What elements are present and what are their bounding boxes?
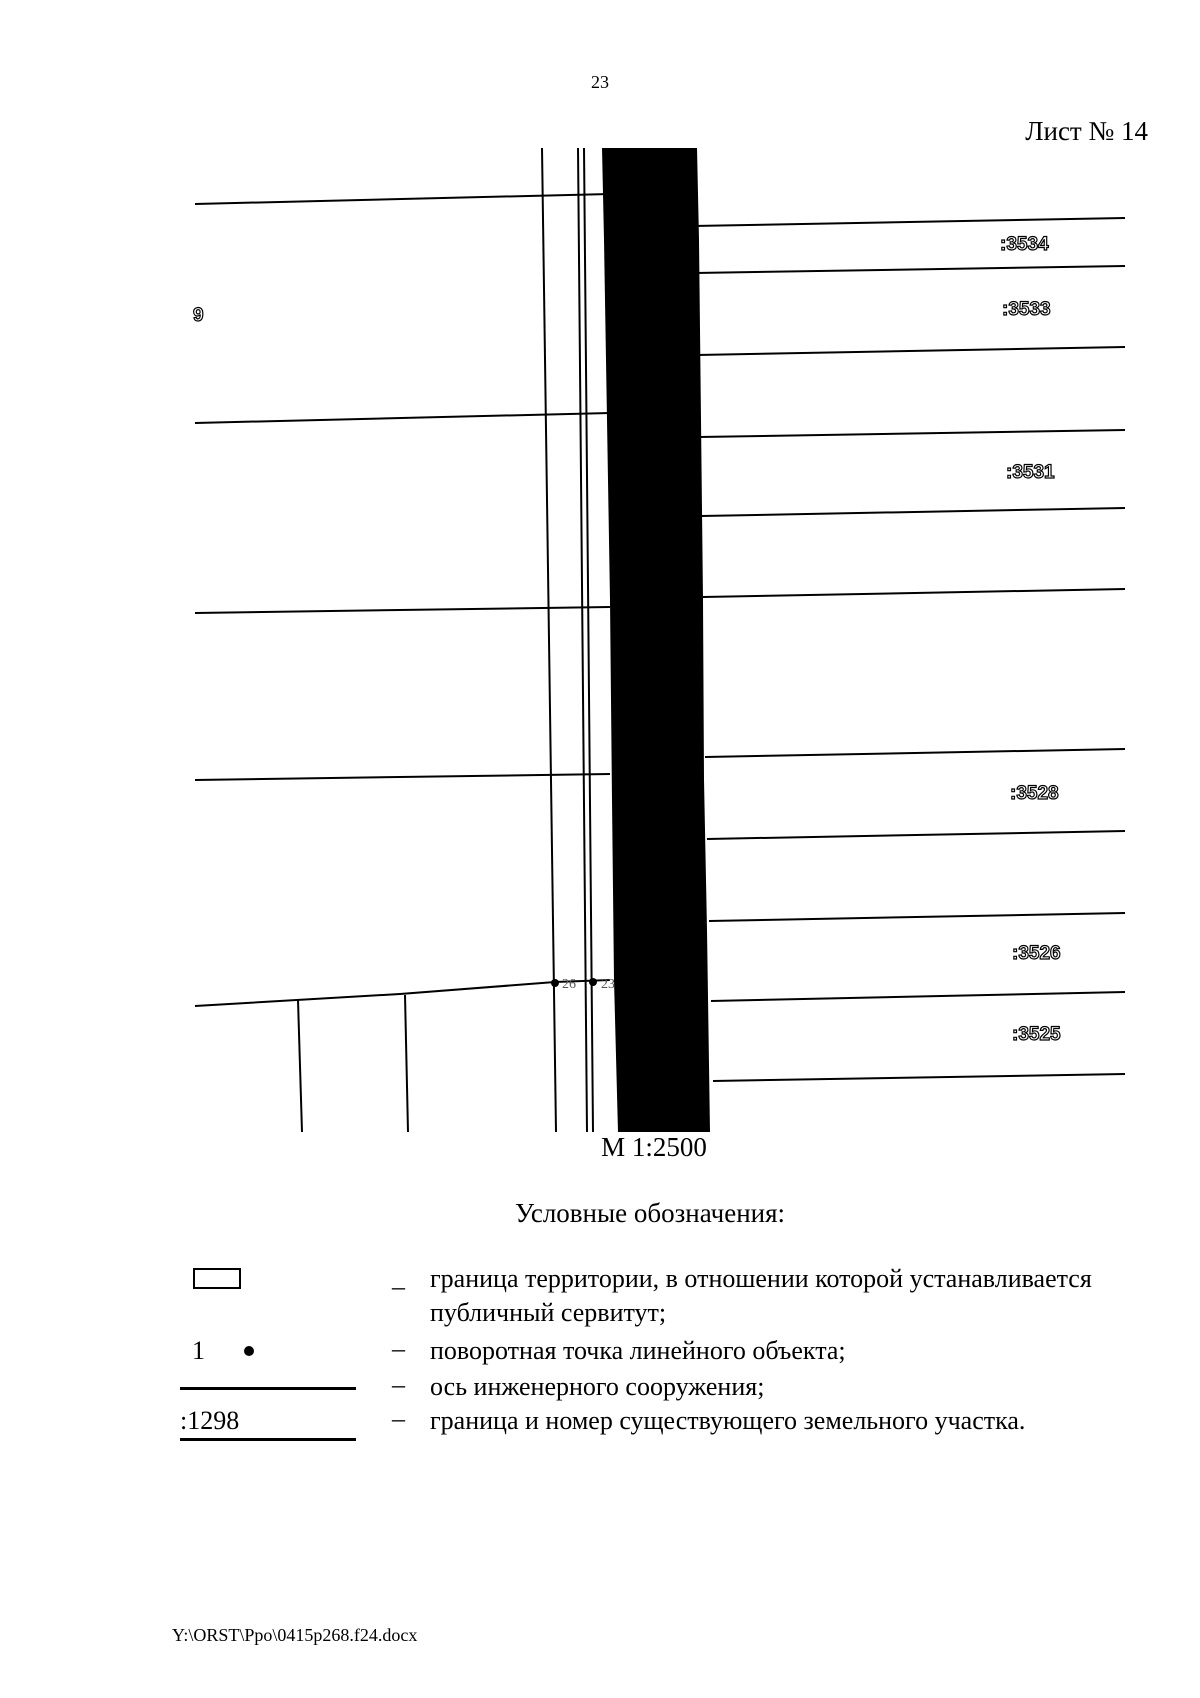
parcel-label: :3533 xyxy=(1002,299,1051,320)
sheet-label: Лист № 14 xyxy=(1025,116,1148,146)
turning-point-26 xyxy=(551,979,559,987)
point-symbol-label: 1 xyxy=(192,1336,205,1365)
parcel-boundary-symbol: :1298 xyxy=(180,1404,356,1441)
turning-point-label-26: 26 xyxy=(562,977,576,992)
document-path: Y:\ORST\Ppo\0415p268.f24.docx xyxy=(172,1625,418,1645)
turning-points xyxy=(551,977,615,992)
legend-title: Условные обозначения: xyxy=(514,1198,786,1228)
page-number: 23 xyxy=(591,72,609,92)
legend-dash: – xyxy=(392,1404,405,1433)
point-symbol xyxy=(244,1346,254,1356)
legend-dash: – xyxy=(392,1334,405,1363)
axis-line-symbol xyxy=(180,1387,356,1390)
turning-point-23 xyxy=(589,978,597,986)
legend-text: поворотная точка линейного объекта; xyxy=(430,1336,846,1365)
parcel-label: :3525 xyxy=(1012,1024,1061,1045)
servitude-territory xyxy=(602,148,710,1132)
parcel-label-fragment: 9 xyxy=(193,305,204,326)
rectangle-outline-symbol xyxy=(193,1268,241,1289)
legend-dash: – xyxy=(392,1370,405,1399)
legend-text: граница и номер существующего земельного участка. xyxy=(430,1406,1026,1435)
legend-text: ось инженерного сооружения; xyxy=(430,1372,765,1401)
turning-point-label-23: 23 xyxy=(601,977,615,992)
legend-text: граница территории, в отношении которой устанавливается публичный сервитут; xyxy=(430,1264,1092,1327)
parcel-label: :3528 xyxy=(1010,783,1059,804)
legend-dash: – xyxy=(392,1272,405,1301)
parcel-label: :3534 xyxy=(1000,234,1049,255)
map-scale: М 1:2500 xyxy=(601,1132,707,1162)
parcel-label: :3526 xyxy=(1012,943,1061,964)
parcel-label: :3531 xyxy=(1006,462,1055,483)
